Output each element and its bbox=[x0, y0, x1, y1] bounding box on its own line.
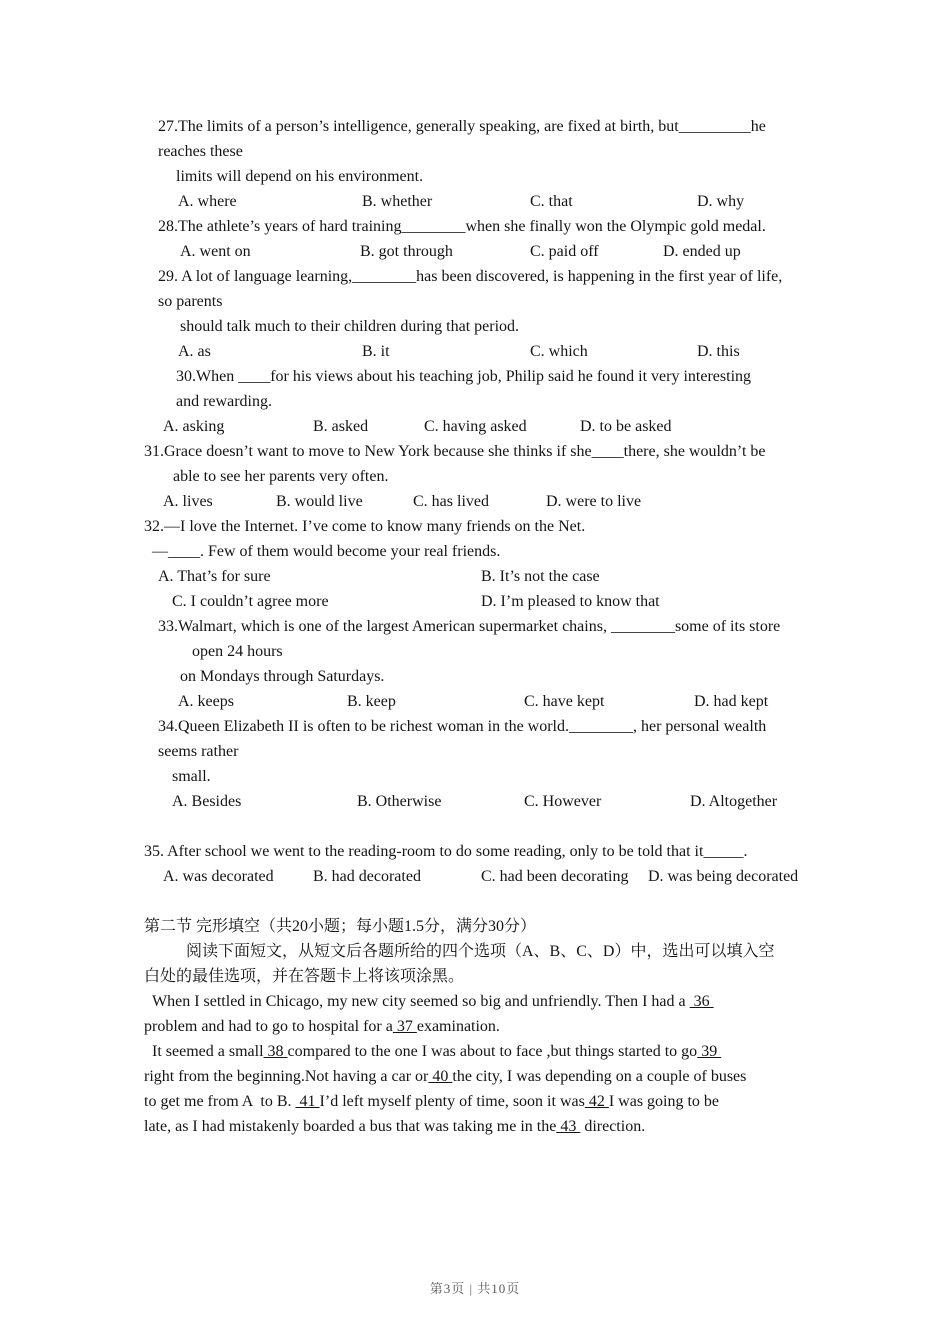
option-item: B. Otherwise bbox=[357, 793, 442, 810]
text-run: limits will depend on his environment. bbox=[176, 168, 424, 185]
q29-line2 bbox=[144, 289, 864, 314]
text-run: —____. Few of them would become your real friends. bbox=[152, 543, 501, 560]
q28-line1 bbox=[144, 214, 864, 239]
option-item: A. went on bbox=[180, 243, 251, 260]
text-run: 27.The limits of a person’s intelligence, generally speaking, are fixed at birth, but_________he bbox=[158, 118, 766, 135]
q30-options bbox=[144, 414, 864, 439]
text-run: 43 bbox=[556, 1118, 581, 1135]
text-run: 第二节 完形填空（共20小题；每小题1.5分，满分30分） bbox=[144, 918, 537, 935]
option-item: C. However bbox=[524, 793, 602, 810]
q34-line3 bbox=[144, 764, 864, 789]
text-run: compared to the one I was about to face ,but things started to go bbox=[287, 1043, 698, 1060]
cloze-p1-line2 bbox=[144, 1014, 864, 1039]
option-item: B. had decorated bbox=[313, 868, 421, 885]
text-run: reaches these bbox=[158, 143, 243, 160]
q33-options bbox=[144, 689, 864, 714]
option-item: B. It’s not the case bbox=[481, 568, 600, 585]
text-run: should talk much to their children during that period. bbox=[180, 318, 520, 335]
text-run: 42 bbox=[584, 1093, 609, 1110]
q27-line3 bbox=[144, 164, 864, 189]
q30-line2 bbox=[144, 389, 864, 414]
document-lines bbox=[144, 114, 864, 1139]
q27-line1 bbox=[144, 114, 864, 139]
q29-line3 bbox=[144, 314, 864, 339]
text-run: 40 bbox=[428, 1068, 453, 1085]
option-item: D. this bbox=[697, 343, 740, 360]
option-item: C. I couldn’t agree more bbox=[172, 593, 329, 610]
cloze-p2-line4 bbox=[144, 1114, 864, 1139]
option-item: A. lives bbox=[163, 493, 213, 510]
text-run: and rewarding. bbox=[176, 393, 272, 410]
option-item: A. where bbox=[178, 193, 237, 210]
section2-instructions-line2 bbox=[144, 964, 864, 989]
q34-line2 bbox=[144, 739, 864, 764]
q27-options bbox=[144, 189, 864, 214]
text-run: direction. bbox=[580, 1118, 646, 1135]
cloze-p2-line3 bbox=[144, 1089, 864, 1114]
text-run: 39 bbox=[697, 1043, 722, 1060]
text-run: the city, I was depending on a couple of buses bbox=[452, 1068, 747, 1085]
cloze-p1-line1 bbox=[144, 989, 864, 1014]
q34-line1 bbox=[144, 714, 864, 739]
option-item: B. it bbox=[362, 343, 390, 360]
page-footer: 第3页 | 共10页 bbox=[429, 1281, 521, 1296]
text-run: seems rather bbox=[158, 743, 239, 760]
text-run: 阅读下面短文，从短文后各题所给的四个选项（A、B、C、D）中，选出可以填入空 bbox=[186, 943, 775, 960]
option-item: C. have kept bbox=[524, 693, 605, 710]
q31-line1 bbox=[144, 439, 864, 464]
option-item: D. Altogether bbox=[690, 793, 778, 810]
section2-heading bbox=[144, 914, 864, 939]
q31-line2 bbox=[144, 464, 864, 489]
text-run: 28.The athlete’s years of hard training________when she finally won the Olympic gold medal. bbox=[158, 218, 766, 235]
q31-options bbox=[144, 489, 864, 514]
text-run: late, as I had mistakenly boarded a bus that was taking me in the bbox=[144, 1118, 557, 1135]
text-run: on Mondays through Saturdays. bbox=[180, 668, 385, 685]
text-run: right from the beginning.Not having a car or bbox=[144, 1068, 429, 1085]
option-item: D. why bbox=[697, 193, 745, 210]
text-run: 32.—I love the Internet. I’ve come to know many friends on the Net. bbox=[144, 518, 586, 535]
text-run: open 24 hours bbox=[192, 643, 283, 660]
option-item: D. had kept bbox=[694, 693, 769, 710]
text-run: When I settled in Chicago, my new city seemed so big and unfriendly. Then I had a bbox=[152, 993, 690, 1010]
text-run: I’d left myself plenty of time, soon it was bbox=[319, 1093, 585, 1110]
text-run: 41 bbox=[295, 1093, 320, 1110]
text-run: small. bbox=[172, 768, 211, 785]
option-item: B. would live bbox=[276, 493, 363, 510]
q32-line1 bbox=[144, 514, 864, 539]
text-run: 36 bbox=[689, 993, 714, 1010]
option-item: D. I’m pleased to know that bbox=[481, 593, 660, 610]
option-item: A. as bbox=[178, 343, 211, 360]
q34-options bbox=[144, 789, 864, 814]
text-run: examination. bbox=[416, 1018, 500, 1035]
q30-line1 bbox=[144, 364, 864, 389]
option-item: A. asking bbox=[163, 418, 225, 435]
text-run: It seemed a small bbox=[152, 1043, 264, 1060]
option-item: A. Besides bbox=[172, 793, 242, 810]
q27-line2 bbox=[144, 139, 864, 164]
option-item: B. keep bbox=[347, 693, 396, 710]
text-run: problem and had to go to hospital for a bbox=[144, 1018, 393, 1035]
q29-options bbox=[144, 339, 864, 364]
option-item: D. to be asked bbox=[580, 418, 672, 435]
spacer bbox=[144, 889, 864, 914]
option-item: B. whether bbox=[362, 193, 433, 210]
text-run: 34.Queen Elizabeth II is often to be richest woman in the world.________, her personal wealth bbox=[158, 718, 767, 735]
q35-line1 bbox=[144, 839, 864, 864]
option-item: A. keeps bbox=[178, 693, 234, 710]
q33-line1 bbox=[144, 614, 864, 639]
q28-options bbox=[144, 239, 864, 264]
text-run: I was going to be bbox=[608, 1093, 720, 1110]
option-item: A. That’s for sure bbox=[158, 568, 271, 585]
spacer bbox=[144, 814, 864, 839]
text-run: 30.When ____for his views about his teaching job, Philip said he found it very interesting bbox=[176, 368, 752, 385]
option-item: C. paid off bbox=[530, 243, 599, 260]
option-item: C. which bbox=[530, 343, 588, 360]
cloze-p2-line2 bbox=[144, 1064, 864, 1089]
q32-line2 bbox=[144, 539, 864, 564]
option-item: C. that bbox=[530, 193, 573, 210]
option-item: B. got through bbox=[360, 243, 453, 260]
text-run: able to see her parents very often. bbox=[173, 468, 389, 485]
option-item: D. were to live bbox=[546, 493, 642, 510]
section2-instructions-line1 bbox=[144, 939, 864, 964]
q35-options bbox=[144, 864, 864, 889]
option-item: A. was decorated bbox=[163, 868, 274, 885]
cloze-p2-line1 bbox=[144, 1039, 864, 1064]
text-run: 38 bbox=[263, 1043, 288, 1060]
text-run: so parents bbox=[158, 293, 223, 310]
option-item: C. has lived bbox=[413, 493, 489, 510]
q33-line2 bbox=[144, 639, 864, 664]
text-run: to get me from A to B. bbox=[144, 1093, 296, 1110]
q33-line3 bbox=[144, 664, 864, 689]
q32-options-row2 bbox=[144, 589, 864, 614]
text-run: 白处的最佳选项，并在答题卡上将该项涂黑。 bbox=[144, 968, 465, 985]
text-run: 31.Grace doesn’t want to move to New York because she thinks if she____there, she wouldn’t be bbox=[144, 443, 766, 460]
text-run: 29. A lot of language learning,________has been discovered, is happening in the first year of life, bbox=[158, 268, 783, 285]
option-item: C. having asked bbox=[424, 418, 527, 435]
option-item: C. had been decorating bbox=[481, 868, 629, 885]
option-item: D. ended up bbox=[663, 243, 741, 260]
option-item: B. asked bbox=[313, 418, 369, 435]
q32-options-row1 bbox=[144, 564, 864, 589]
text-run: 37 bbox=[392, 1018, 417, 1035]
text-run: 33.Walmart, which is one of the largest American supermarket chains, ________some of its store bbox=[158, 618, 781, 635]
option-item: D. was being decorated bbox=[648, 868, 799, 885]
text-run: 35. After school we went to the reading-room to do some reading, only to be told that it_____. bbox=[144, 843, 748, 860]
q29-line1 bbox=[144, 264, 864, 289]
